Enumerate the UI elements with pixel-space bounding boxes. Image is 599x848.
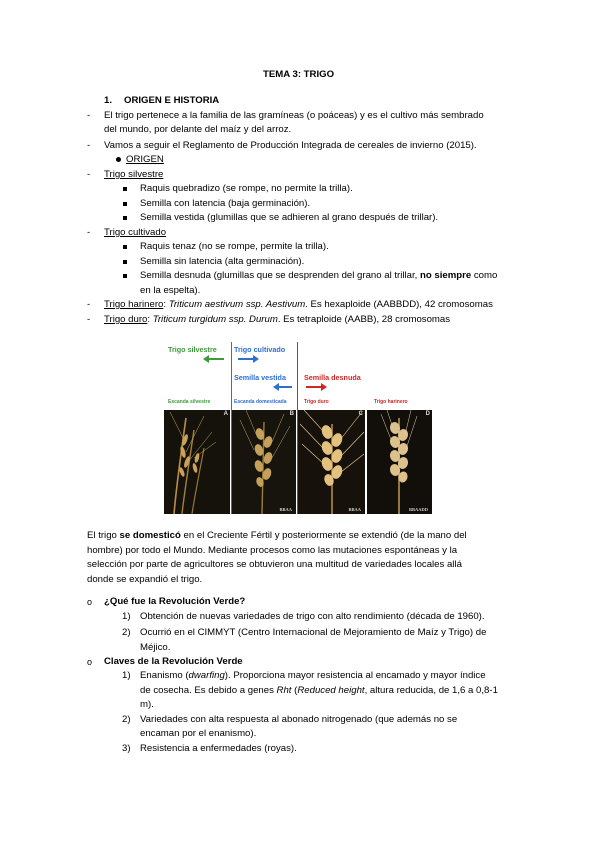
paragraph-line: hombre) por todo el Mundo. Mediante procesos como las mutaciones espontáneas y la bbox=[87, 545, 458, 556]
clave-number: 2) bbox=[122, 714, 131, 725]
rv-item-number: 2) bbox=[122, 627, 131, 638]
duro-line: Trigo duro: Triticum turgidum ssp. Durum. Es tetraploide (AABB), 28 cromosomas bbox=[104, 314, 451, 325]
cultivado-item: Raquis tenaz (no se rompe, permite la trilla). bbox=[140, 241, 329, 252]
dash-bullet: - bbox=[87, 314, 91, 325]
square-bullet bbox=[123, 245, 127, 249]
rv-item: Ocurrió en el CIMMYT (Centro Internacional de Mejoramiento de Maíz y Trigo) de bbox=[140, 627, 487, 638]
rv-item-cont: Méjico. bbox=[140, 642, 171, 653]
round-bullet bbox=[116, 157, 121, 162]
arrow-left-blue-icon bbox=[278, 386, 292, 388]
clave-item-cont: m). bbox=[140, 699, 154, 710]
silvestre-item: Raquis quebradizo (se rompe, no permite la trilla). bbox=[140, 183, 353, 194]
cultivado-item: Semilla sin latencia (alta germinación). bbox=[140, 256, 305, 267]
clave-number: 1) bbox=[122, 670, 131, 681]
wheat-photo-trigo-harinero bbox=[367, 410, 432, 514]
dash-bullet: - bbox=[87, 169, 91, 180]
dash-bullet: - bbox=[87, 110, 91, 121]
panel-label: Trigo harinero bbox=[374, 399, 408, 405]
origen-label: ORIGEN bbox=[126, 154, 164, 165]
circle-bullet: o bbox=[87, 597, 93, 607]
cultivado-item-cont: en la espelta). bbox=[140, 285, 201, 296]
arrow-right-red-icon bbox=[306, 386, 322, 388]
clave-number: 3) bbox=[122, 743, 131, 754]
intro-line: del mundo, por delante del maíz y del arroz. bbox=[104, 124, 292, 135]
rv-item: Obtención de nuevas variedades de trigo con alto rendimiento (década de 1960). bbox=[140, 611, 485, 622]
wheat-photo-escanda-domesticada bbox=[232, 410, 296, 514]
panel-letter: B bbox=[289, 411, 294, 417]
header-silvestre: Trigo silvestre bbox=[168, 345, 217, 354]
clave-item-cont: encaman por el enanismo). bbox=[140, 728, 257, 739]
square-bullet bbox=[123, 260, 127, 264]
arrow-right-blue-icon bbox=[238, 358, 254, 360]
claves-heading: Claves de la Revolución Verde bbox=[104, 656, 243, 667]
cultivado-heading: Trigo cultivado bbox=[104, 227, 167, 238]
paragraph-line: El trigo se domesticó en el Creciente Fértil y posteriormente se extendió (de la mano del bbox=[87, 530, 467, 541]
dash-bullet: - bbox=[87, 299, 91, 310]
clave-item: Variedades con alta respuesta al abonado nitrogenado (que además no se bbox=[140, 714, 458, 725]
silvestre-item: Semilla con latencia (baja germinación). bbox=[140, 198, 311, 209]
square-bullet bbox=[123, 216, 127, 220]
square-bullet bbox=[123, 274, 127, 278]
intro-line: Vamos a seguir el Reglamento de Producción Integrada de cereales de invierno (2015). bbox=[104, 140, 477, 151]
intro-line: El trigo pertenece a la familia de las gramíneas (o poáceas) y es el cultivo más sembrado bbox=[104, 110, 484, 121]
photo-credit: BBAADD bbox=[408, 507, 428, 512]
cultivado-item: Semilla desnuda (glumillas que se desprenden del grano al trillar, no siempre como bbox=[140, 270, 498, 281]
panel-letter: D bbox=[425, 411, 430, 417]
panel-label: Trigo duro bbox=[304, 399, 329, 405]
silvestre-heading: Trigo silvestre bbox=[104, 169, 164, 180]
circle-bullet: o bbox=[87, 657, 93, 667]
clave-item: Enanismo (dwarfing). Proporciona mayor resistencia al encamado y mayor índice bbox=[140, 670, 486, 681]
paragraph-line: donde se expandió el trigo. bbox=[87, 574, 203, 585]
panel-label: Escanda domesticada bbox=[234, 399, 287, 405]
harinero-line: Trigo harinero: Triticum aestivum ssp. Aestivum. Es hexaploide (AABBDD), 42 cromosomas bbox=[104, 299, 493, 310]
photo-credit: BBAA bbox=[348, 507, 361, 512]
wheat-photo-escanda-silvestre bbox=[164, 410, 230, 514]
header-cultivado: Trigo cultivado bbox=[234, 345, 286, 354]
clave-item: Resistencia a enfermedades (royas). bbox=[140, 743, 297, 754]
paragraph-line: selección por parte de agricultores se obtuvieron una multitud de variedades locales allá bbox=[87, 559, 462, 570]
wheat-photo-trigo-duro bbox=[298, 410, 365, 514]
dash-bullet: - bbox=[87, 227, 91, 238]
section-number: 1. bbox=[104, 95, 113, 106]
header-vestida: Semilla vestida bbox=[234, 373, 286, 382]
clave-item-cont: de cosecha. Es debido a genes Rht (Reduced height, altura reducida, de 1,6 a 0,8-1 bbox=[140, 685, 498, 696]
page-title: TEMA 3: TRIGO bbox=[263, 69, 335, 80]
square-bullet bbox=[123, 202, 127, 206]
arrow-left-green-icon bbox=[208, 358, 224, 360]
rv-item-number: 1) bbox=[122, 611, 131, 622]
panel-label: Escanda silvestre bbox=[168, 399, 211, 405]
panel-letter: A bbox=[223, 411, 228, 417]
photo-credit: BBAA bbox=[279, 507, 292, 512]
wheat-evolution-figure bbox=[164, 340, 432, 514]
section-title: ORIGEN E HISTORIA bbox=[124, 95, 220, 106]
dash-bullet: - bbox=[87, 140, 91, 151]
silvestre-item: Semilla vestida (glumillas que se adhieren al grano después de trillar). bbox=[140, 212, 439, 223]
rv-question: ¿Qué fue la Revolución Verde? bbox=[104, 596, 246, 607]
panel-letter: C bbox=[358, 411, 363, 417]
header-desnuda: Semilla desnuda bbox=[304, 373, 361, 382]
square-bullet bbox=[123, 187, 127, 191]
